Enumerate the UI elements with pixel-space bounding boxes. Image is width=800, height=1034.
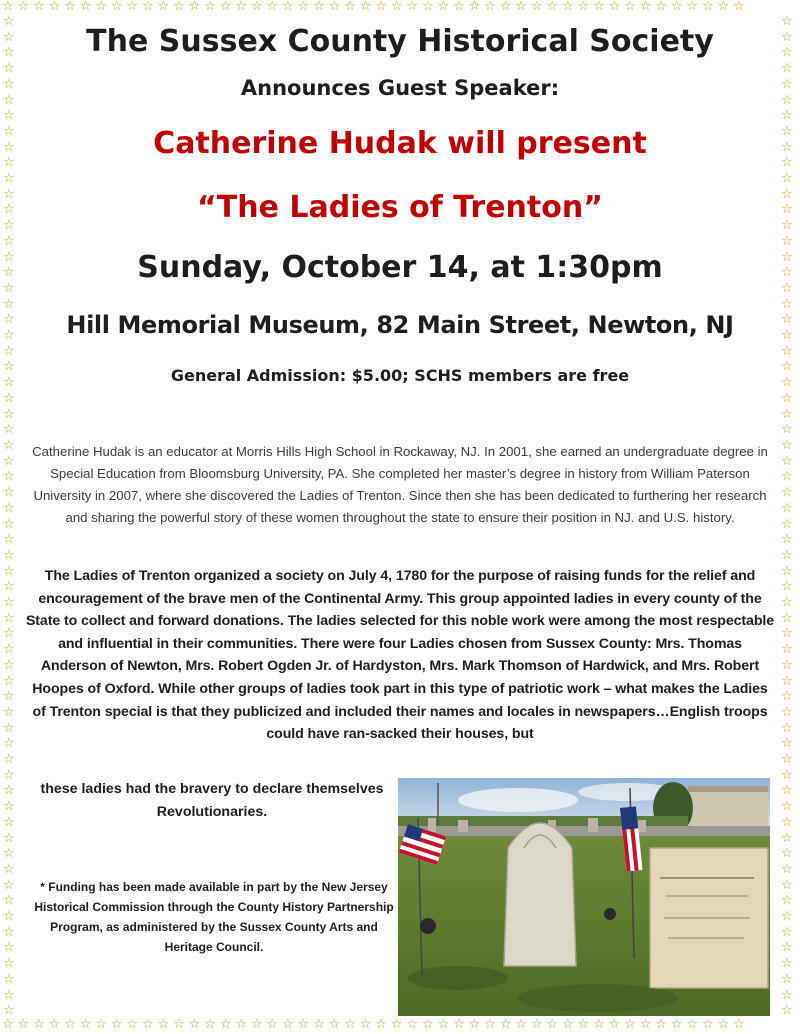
funding-note: * Funding has been made available in part by the New Jersey Historical Commission through the County History Partnership Program, as administered by the Sussex County Arts and Heritage Council. [34,880,394,954]
society-title: The Sussex County Historical Society [86,24,714,59]
star-border-right: ☆☆☆☆☆☆☆☆☆☆☆☆☆☆☆☆☆☆☆☆☆☆☆☆☆☆☆☆☆☆☆☆☆☆☆☆☆☆☆☆☆☆☆☆☆☆☆☆☆☆☆☆☆☆☆☆☆☆☆☆☆☆☆☆ [781,14,793,1018]
speaker-bio: Catherine Hudak is an educator at Morris Hills High School in Rockaway, NJ. In 2001, she earned an undergraduate degree in Special Education from Bloomsburg University, PA. She completed her master’s degree in history from William Paterson University in 2007, where she discovered the Ladies of Trenton. Since then she has been dedicated to furthering her research and sharing the powerful story of these women throughout the state to ensure their position in NJ. and U.S. history. [32,444,768,525]
star-border-left: ☆☆☆☆☆☆☆☆☆☆☆☆☆☆☆☆☆☆☆☆☆☆☆☆☆☆☆☆☆☆☆☆☆☆☆☆☆☆☆☆☆☆☆☆☆☆☆☆☆☆☆☆☆☆☆☆☆☆☆☆☆☆☆☆ [3,14,15,1018]
cemetery-photo [398,778,770,1016]
announcement-subtitle: Announces Guest Speaker: [240,76,560,100]
star-border-bottom: ☆☆☆☆☆☆☆☆☆☆☆☆☆☆☆☆☆☆☆☆☆☆☆☆☆☆☆☆☆☆☆☆☆☆☆☆☆☆☆☆☆☆☆☆☆☆☆☆ [2,1018,749,1032]
ladies-story: The Ladies of Trenton organized a society on July 4, 1780 for the purpose of raising funds for the relief and encouragement of the brave men of the Continental Army. This group appointed ladies in every county of the State to collect and forward donations. The ladies selected for this noble work were among the most respectable and influential in their communities. There were four Ladies chosen from Sussex County: Mrs. Thomas Anderson of Newton, Mrs. Robert Ogden Jr. of Hardyston, Mrs. Mark Thomson of Hardwick, and Mrs. Robert Hoopes of Oxford. While other groups of ladies took part in this type of patriotic work – what makes the Ladies of Trenton special is that they publicized and included their names and locales in newspapers…English troops could have ran-sacked their houses, but [25,568,775,743]
event-date-time: Sunday, October 14, at 1:30pm [137,250,663,285]
presenter-line: Catherine Hudak will present [153,126,647,161]
talk-title: “The Ladies of Trenton” [197,190,603,225]
admission-info: General Admission: $5.00; SCHS members are free [170,366,630,385]
ladies-story-end: these ladies had the bravery to declare themselves Revolutionaries. [40,781,384,820]
star-border-top: ☆☆☆☆☆☆☆☆☆☆☆☆☆☆☆☆☆☆☆☆☆☆☆☆☆☆☆☆☆☆☆☆☆☆☆☆☆☆☆☆☆☆☆☆☆☆☆☆ [2,0,749,14]
event-venue: Hill Memorial Museum, 82 Main Street, Newton, NJ [66,311,734,339]
